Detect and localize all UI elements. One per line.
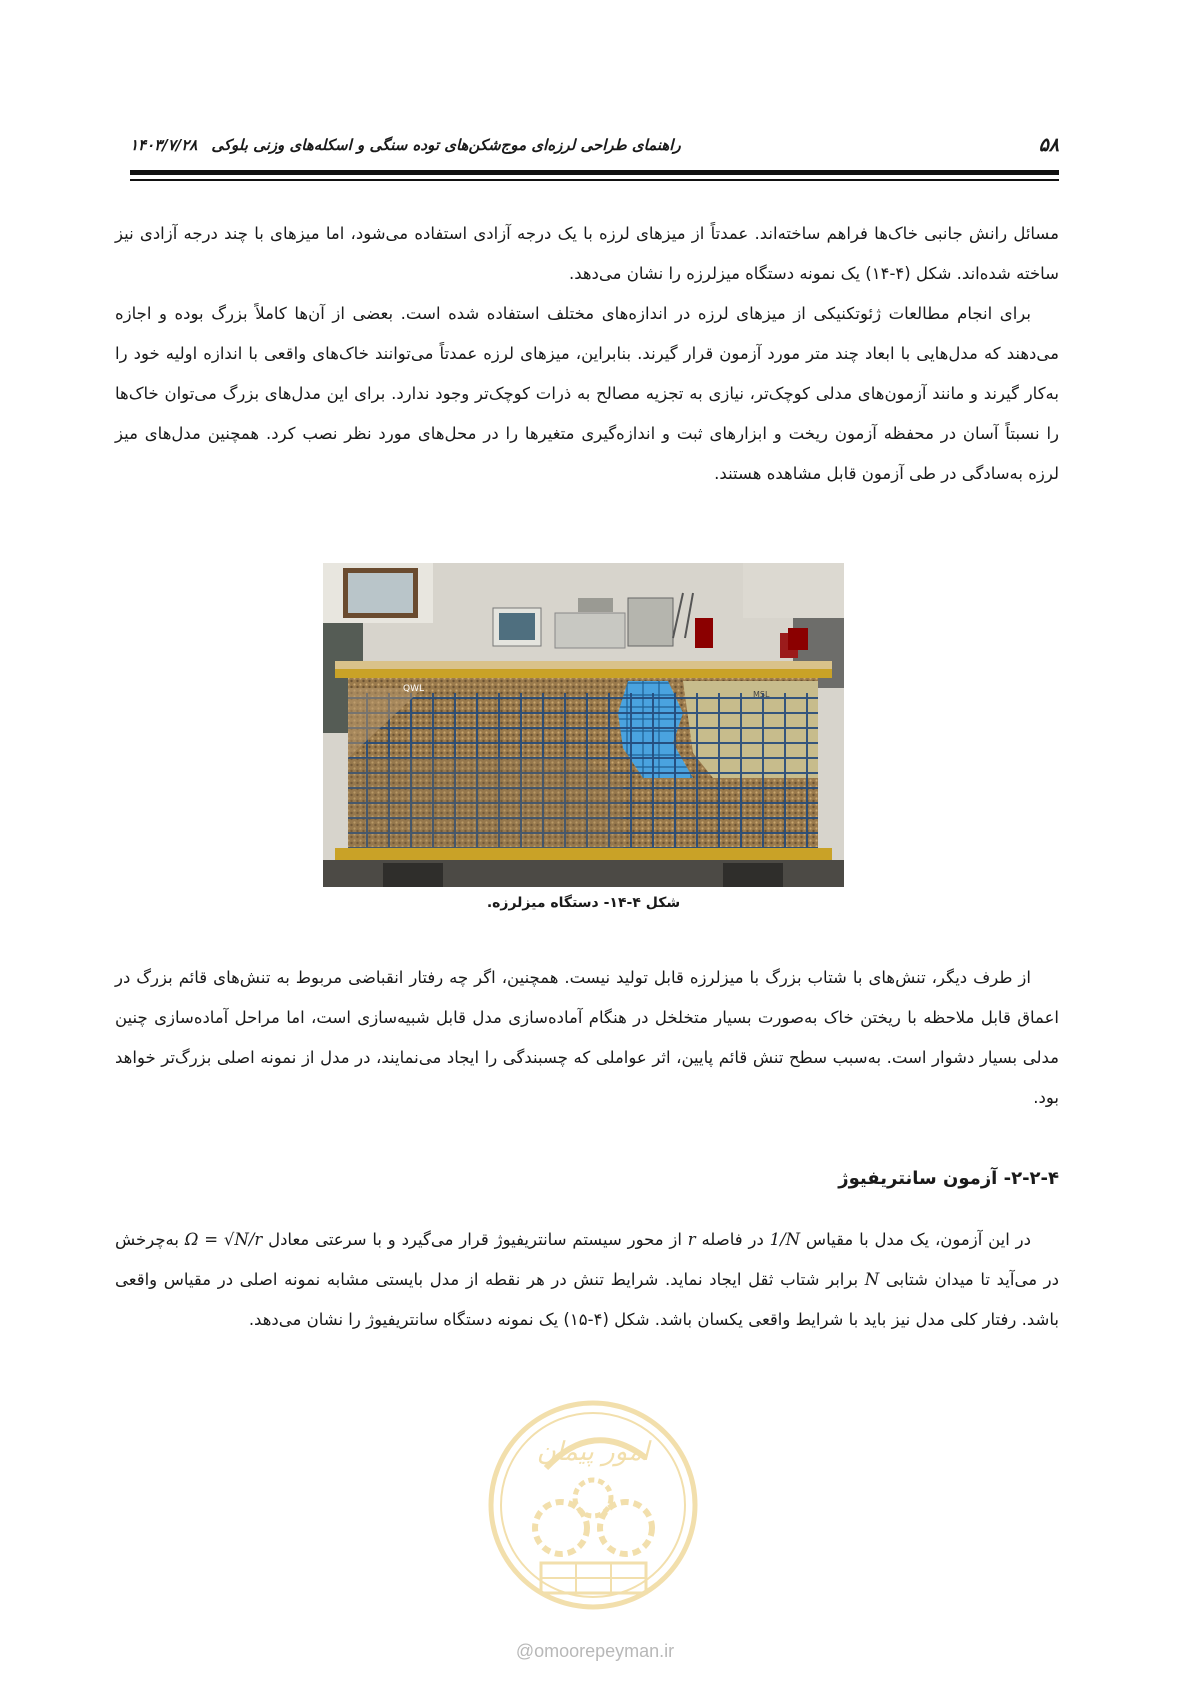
body-text-top xyxy=(115,214,1059,494)
msl-label: MSL xyxy=(753,690,770,699)
shake-table-photo xyxy=(323,563,844,887)
header-title: راهنمای طراحی لرزه‌ای موج‌شکن‌های توده سنگی و اسکله‌های وزنی بلوکی xyxy=(211,136,681,154)
body-text-middle xyxy=(115,958,1059,1118)
body-text-bottom xyxy=(115,1220,1059,1340)
paragraph-2: برای انجام مطالعات ژئوتکنیکی از میزهای لرزه در اندازه‌های مختلف استفاده شده است. بعضی از آن‌ها کاملاً بزرگ بوده و اجازه می‌دهند که مدل‌هایی با ابعاد چند متر مورد آزمون قرار گیرند. بنابراین، میزهای لرزه عمدتاً می‌توانند خاک‌های واقعی با اندازه اولیه خود را به‌کار گیرند و مانند آزمون‌های مدلی کوچک‌تر، نیازی به تجزیه مصالح به ذرات کوچک‌تر وجود ندارد. برای این مدل‌های بزرگ می‌توان خاک‌ها را نسبتاً آسان در محفظه آزمون ریخت و ابزارهای ثبت و اندازه‌گیری متغیرها را در محل‌های مورد نظر نصب کرد. همچنین مدل‌های میز لرزه به‌سادگی در طی آزمون قابل مشاهده هستند. xyxy=(115,304,1059,483)
header-date: ۱۴۰۳/۷/۲۸ xyxy=(130,136,198,154)
paragraph-4-part: برابر شتاب ثقل ایجاد نماید. شرایط تنش در هر نقطه از مدل بایستی مشابه نمونه اصلی در مقیاس واقعی باشد. رفتار کلی مدل نیز باید با شرایط واقعی یکسان باشد. شکل (۴-۱۵) یک نمونه دستگاه سانتریفیوژ را نشان می‌دهد. xyxy=(115,1270,1059,1329)
math-omega: Ω = √N/r xyxy=(184,1230,263,1249)
header-rule-thick xyxy=(130,170,1059,175)
math-radius: r xyxy=(687,1230,696,1249)
math-scale: 1/N xyxy=(769,1230,801,1249)
section-heading: ۲-۲-۴- آزمون سانتریفیوژ xyxy=(838,1168,1059,1189)
paragraph-1: مسائل رانش جانبی خاک‌ها فراهم ساخته‌اند. عمدتاً از میزهای لرزه با یک درجه آزادی استفاده می‌شود، اما میزهای با چند درجه آزادی نیز ساخته شده‌اند. شکل (۴-۱۴) یک نمونه دستگاه میزلرزه را نشان می‌دهد. xyxy=(115,224,1059,283)
running-header xyxy=(130,130,1059,160)
page-number: ۵۸ xyxy=(1038,134,1059,156)
paragraph-4 xyxy=(115,1220,1059,1340)
watermark-logo xyxy=(486,1398,701,1613)
math-n: N xyxy=(864,1270,880,1289)
running-title xyxy=(130,136,681,154)
figure-caption: شکل ۴-۱۴- دستگاه میزلرزه. xyxy=(486,895,681,911)
paragraph-4-part: به‌چرخش در می‌آید تا میدان شتابی xyxy=(115,1230,1059,1289)
paragraph-3: از طرف دیگر، تنش‌های با شتاب بزرگ با میزلرزه قابل تولید نیست. همچنین، اگر چه رفتار انقباضی مربوط به تنش‌های قائم بزرگ در اعماق قابل ملاحظه با ریختن خاک به‌صورت بسیار متخلخل در هنگام آماده‌سازی مدل قابل شبیه‌سازی است، اما مراحل آماده‌سازی چنین مدلی بسیار دشوار است. به‌سبب سطح تنش قائم پایین، اثر عواملی که چسبندگی را ایجاد می‌نمایند، در مدل از نمونه اصلی بزرگ‌تر خواهد بود. xyxy=(115,968,1059,1107)
paragraph-4-part: از محور سیستم سانتریفیوژ قرار می‌گیرد و با سرعتی معادل xyxy=(262,1230,688,1249)
qwl-label: QWL xyxy=(403,684,424,694)
header-rule-thin xyxy=(130,179,1059,181)
paragraph-4-part: در این آزمون، یک مدل با مقیاس xyxy=(800,1230,1031,1249)
watermark-site: @omoorepeyman.ir xyxy=(515,1641,675,1661)
paragraph-4-part: در فاصله xyxy=(695,1230,770,1249)
watermark-logo-text: امور پیمان xyxy=(536,1437,650,1467)
